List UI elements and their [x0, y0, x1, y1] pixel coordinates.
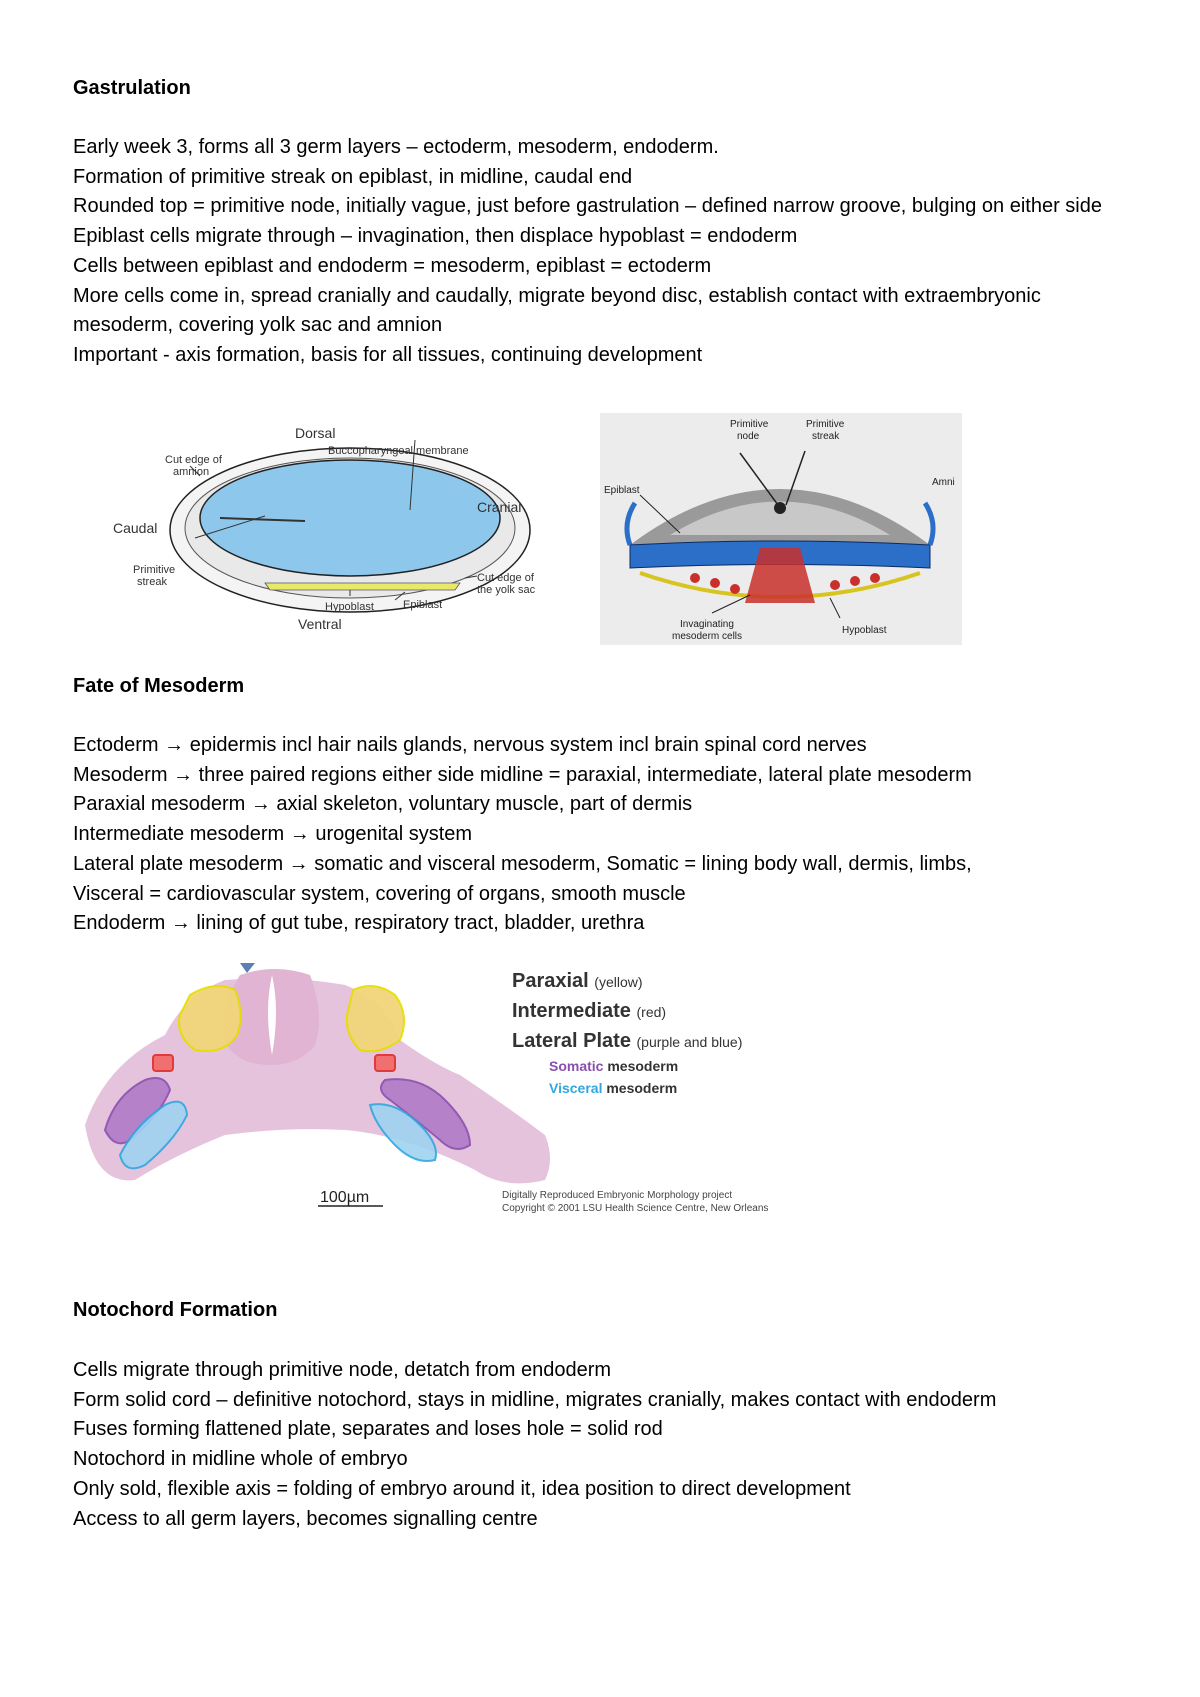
scale-bar-label: 100µm	[320, 1189, 370, 1206]
label-primitive-streak-1: Primitive	[133, 564, 176, 576]
label-primitive-streak-2: streak	[137, 576, 167, 588]
text-line: Mesoderm → three paired regions either side midline = paraxial, intermediate, lateral plate mesoderm	[73, 763, 972, 786]
label-primitive-streak-2: streak	[812, 431, 840, 442]
text-line: Cells between epiblast and endoderm = mesoderm, epiblast = ectoderm	[73, 254, 712, 277]
text-line: Intermediate mesoderm → urogenital system	[73, 823, 473, 846]
text-line: Paraxial mesoderm → axial skeleton, voluntary muscle, part of dermis	[73, 793, 693, 816]
label-buccopharyngeal: Buccopharyngeal membrane	[328, 445, 469, 457]
heading-gastrulation: Gastrulation	[73, 77, 191, 99]
heading-notochord-formation: Notochord Formation	[73, 1299, 278, 1321]
label-primitive-node-1: Primitive	[730, 419, 769, 430]
label-ventral: Ventral	[298, 616, 342, 632]
label-amnion: Amni	[932, 477, 955, 488]
label-cut-amnion-1: Cut edge of	[165, 454, 222, 466]
label-invaginating-1: Invaginating	[680, 619, 734, 630]
legend-intermediate: Intermediate (red)	[512, 1000, 667, 1022]
text-line: Visceral = cardiovascular system, covering of organs, smooth muscle	[73, 882, 686, 905]
text-line: Lateral plate mesoderm → somatic and visceral mesoderm, Somatic = lining body wall, dermis, limbs,	[73, 852, 972, 875]
text-line: Endoderm → lining of gut tube, respiratory tract, bladder, urethra	[73, 912, 645, 935]
notochord-text	[73, 1356, 1143, 1534]
label-primitive-node-2: node	[737, 431, 760, 442]
text-line: Important - axis formation, basis for all tissues, continuing development	[73, 343, 703, 366]
label-cut-yolk-2: the yolk sac	[477, 584, 536, 596]
primitive-streak-section-figure	[600, 413, 962, 645]
legend-somatic: Somatic mesoderm	[549, 1058, 679, 1074]
mesoderm-section-figure	[75, 955, 795, 1225]
gastrulation-text	[73, 133, 1143, 371]
label-invaginating-2: mesoderm cells	[672, 631, 743, 642]
text-line: Notochord in midline whole of embryo	[73, 1448, 408, 1471]
text-line: Form solid cord – definitive notochord, stays in midline, migrates cranially, makes contact with endoderm	[73, 1388, 997, 1411]
heading-fate-of-mesoderm: Fate of Mesoderm	[73, 675, 245, 697]
credit-line-2: Copyright © 2001 LSU Health Science Centre, New Orleans	[502, 1203, 769, 1214]
text-line: Early week 3, forms all 3 germ layers – ectoderm, mesoderm, endoderm.	[73, 136, 719, 158]
label-hypoblast: Hypoblast	[842, 625, 887, 636]
fate-text	[73, 731, 1143, 939]
text-line: Ectoderm → epidermis incl hair nails glands, nervous system incl brain spinal cord nerves	[73, 734, 867, 756]
label-cut-yolk-1: Cut edge of	[477, 572, 534, 584]
label-epiblast: Epiblast	[604, 485, 640, 496]
legend-lateral-plate: Lateral Plate (purple and blue)	[512, 1030, 743, 1052]
text-line: Fuses forming flattened plate, separates and loses hole = solid rod	[73, 1418, 663, 1441]
label-cut-amnion-2: amnion	[173, 466, 210, 478]
text-line: More cells come in, spread cranially and caudally, migrate beyond disc, establish contact with extraembryonic mesoderm, covering yolk sac and amnion	[73, 284, 1041, 337]
text-line: Only sold, flexible axis = folding of embryo around it, idea position to direct development	[73, 1477, 851, 1500]
text-line: Access to all germ layers, becomes signalling centre	[73, 1507, 538, 1530]
embryonic-disc-figure	[105, 418, 575, 638]
label-caudal: Caudal	[113, 520, 158, 536]
label-dorsal: Dorsal	[295, 425, 336, 441]
label-hypoblast: Hypoblast	[325, 601, 374, 613]
legend-paraxial: Paraxial (yellow)	[512, 970, 643, 992]
legend-visceral: Visceral mesoderm	[549, 1080, 678, 1096]
text-line: Formation of primitive streak on epiblast, in midline, caudal end	[73, 165, 633, 188]
label-cranial: Cranial	[477, 499, 522, 515]
credit-line-1: Digitally Reproduced Embryonic Morphology project	[502, 1190, 733, 1201]
text-line: Rounded top = primitive node, initially vague, just before gastrulation – defined narrow groove, bulging on either side	[73, 195, 1102, 218]
label-primitive-streak-1: Primitive	[806, 419, 845, 430]
text-line: Cells migrate through primitive node, detatch from endoderm	[73, 1359, 612, 1381]
text-line: Epiblast cells migrate through – invagination, then displace hypoblast = endoderm	[73, 225, 798, 248]
label-epiblast: Epiblast	[403, 599, 443, 611]
